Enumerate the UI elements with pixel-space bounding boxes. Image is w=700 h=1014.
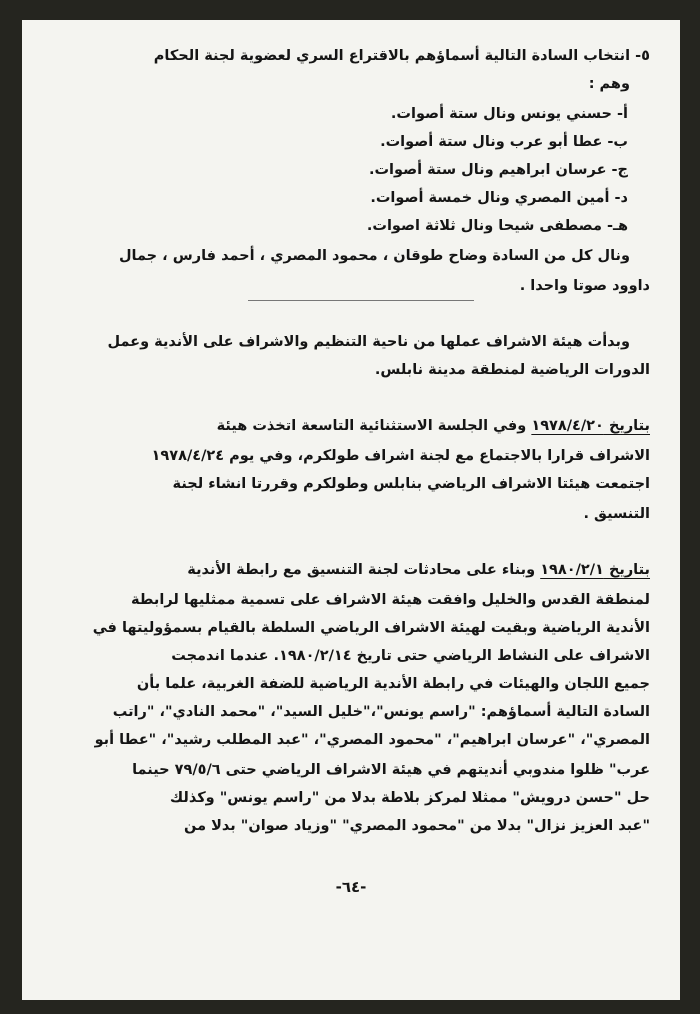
section5-line-1: ٥- انتخاب السادة التالية أسماؤهم بالاقتراع السري لعضوية لجنة الحكام [153, 48, 650, 64]
page-number: -٦٤- [335, 878, 367, 896]
para2-line-1: وبدأت هيئة الاشراف عملها من ناحية التنظيم والاشراف على الأندية وعمل [107, 334, 630, 350]
list-item-d: د- أمين المصري ونال خمسة أصوات. [370, 190, 628, 206]
para4-line-8: عرب" ظلوا مندوبي أنديتهم في هيئة الاشراف الرياضي حتى ٧٩/٥/٦ حينما [132, 762, 650, 778]
para3-line-3: اجتمعت هيئتا الاشراف الرياضي بنابلس وطولكرم وقررتا انشاء لجنة [172, 476, 650, 492]
section5-line-2: وهم : [588, 76, 630, 92]
para3-line-2: الاشراف قرارا بالاجتماع مع لجنة اشراف طولكرم، وفي يوم ١٩٧٨/٤/٢٤ [151, 448, 650, 464]
para3-line-1-rest: وفي الجلسة الاستثنائية التاسعة اتخذت هيئة [216, 418, 527, 434]
para4-line-2: لمنطقة القدس والخليل وافقت هيئة الاشراف على تسمية ممثليها لرابطة [131, 592, 650, 608]
list-item-b: ب- عطا أبو عرب ونال ستة أصوات. [380, 134, 628, 150]
list-item-e: هـ- مصطفى شيحا ونال ثلاثة اصوات. [366, 218, 628, 234]
document-page [22, 20, 680, 1000]
para4-line-10: "عبد العزيز نزال" بدلا من "محمود المصري" "وزياد صوان" بدلا من [184, 818, 650, 834]
date-underlined: بتاريخ ١٩٧٨/٤/٢٠ [531, 418, 650, 434]
para4-line-1-rest: وبناء على محادثات لجنة التنسيق مع رابطة الأندية [187, 562, 536, 578]
list-item-a: أ- حسني يونس ونال ستة أصوات. [390, 106, 628, 122]
para2-line-2: الدورات الرياضية لمنطقة مدينة نابلس. [374, 362, 650, 378]
para4-line-4: الاشراف على النشاط الرياضي حتى تاريخ ١٩٨٠/٢/١٤. عندما اندمجت [171, 648, 650, 664]
divider-rule [248, 300, 474, 301]
para4-line-5: جميع اللجان والهيئات في رابطة الأندية الرياضية للضفة الغربية، علما بأن [136, 676, 650, 692]
section5-line-9: داوود صوتا واحدا . [519, 278, 650, 294]
para4-line-9: حل "حسن درويش" ممثلا لمركز بلاطة بدلا من "راسم يونس" وكذلك [169, 790, 650, 806]
list-item-c: ج- عرسان ابراهيم ونال ستة أصوات. [368, 162, 628, 178]
para3-line-4: التنسيق . [583, 506, 650, 522]
para4-line-6: السادة التالية أسماؤهم: "راسم يونس"،"خليل السيد"، "محمد النادي"، "راتب [112, 704, 650, 720]
section5-line-8: ونال كل من السادة وضاح طوقان ، محمود المصري ، أحمد فارس ، جمال [118, 248, 630, 264]
para4-line-3: الأندية الرياضية وبقيت لهيئة الاشراف الرياضي السلطة بالقيام بسمؤوليتها في [92, 620, 650, 636]
date-underlined: بتاريخ ١٩٨٠/٢/١ [540, 562, 650, 578]
para3-line-1 [217, 418, 650, 434]
para4-line-7: المصري"، "عرسان ابراهيم"، "محمود المصري"، "عبد المطلب رشيد"، "عطا أبو [94, 732, 650, 748]
para4-line-1 [187, 562, 650, 578]
